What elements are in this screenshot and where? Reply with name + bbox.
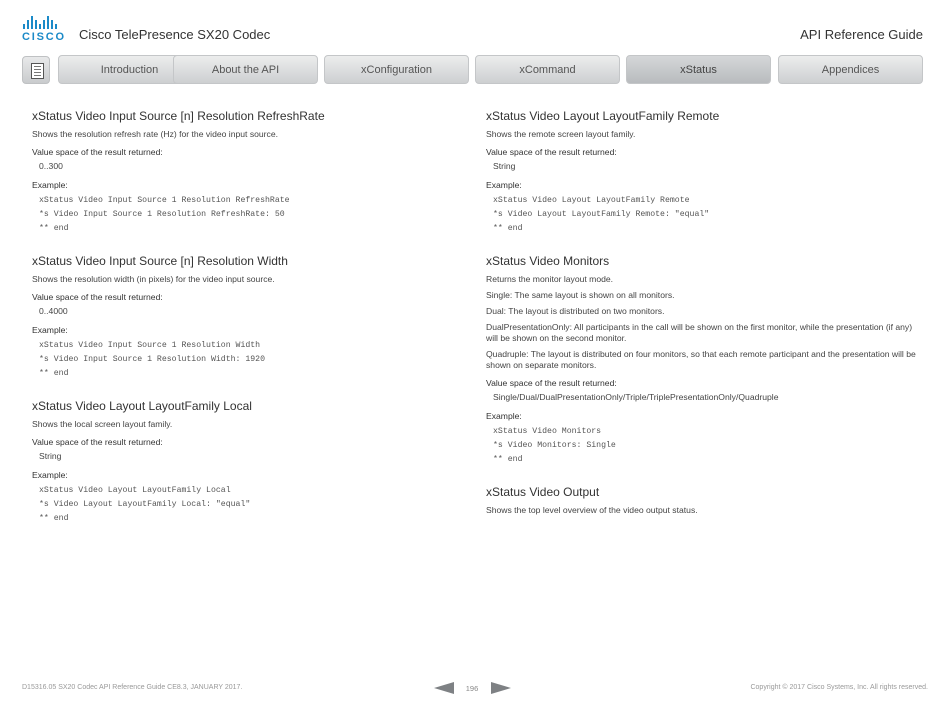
document-id: D15316.05 SX20 Codec API Reference Guide CE8.3, JANUARY 2017.	[22, 684, 243, 691]
guide-title: API Reference Guide	[800, 27, 923, 42]
cisco-logo	[22, 16, 66, 42]
value-space: String	[39, 451, 62, 461]
section-video-output	[486, 485, 916, 516]
right-column	[486, 109, 916, 534]
section-title: xStatus Video Output	[486, 485, 600, 499]
cisco-logo-bars-icon	[22, 16, 66, 29]
value-space-label: Value space of the result returned:	[486, 147, 617, 157]
code-line: ** end	[493, 455, 523, 464]
code-line: xStatus Video Layout LayoutFamily Remote	[493, 196, 690, 205]
code-line: xStatus Video Monitors	[493, 427, 602, 436]
tab-xconfiguration[interactable]: xConfiguration	[324, 55, 469, 84]
example-label: Example:	[32, 470, 68, 480]
top-navigation	[22, 55, 923, 85]
code-line: xStatus Video Input Source 1 Resolution RefreshRate	[39, 196, 290, 205]
next-page-arrow-icon[interactable]	[491, 682, 511, 694]
section-description: Shows the top level overview of the video output status.	[486, 505, 698, 515]
section-description: Shows the remote screen layout family.	[486, 129, 636, 139]
section-title: xStatus Video Layout LayoutFamily Remote	[486, 109, 720, 123]
example-label: Example:	[32, 180, 68, 190]
value-space-label: Value space of the result returned:	[32, 437, 163, 447]
section-paragraph: Single: The same layout is shown on all monitors.	[486, 290, 675, 300]
code-line: ** end	[39, 224, 69, 233]
code-line: *s Video Input Source 1 Resolution RefreshRate: 50	[39, 210, 285, 219]
document-icon	[31, 63, 44, 79]
section-title: xStatus Video Input Source [n] Resolution RefreshRate	[32, 109, 325, 123]
section-layoutfamily-local	[32, 399, 457, 526]
tab-introduction[interactable]: Introduction	[58, 55, 201, 84]
value-space-label: Value space of the result returned:	[486, 378, 617, 388]
code-line: ** end	[493, 224, 523, 233]
copyright: Copyright © 2017 Cisco Systems, Inc. All rights reserved.	[750, 684, 928, 691]
section-video-monitors	[486, 254, 916, 467]
section-description: Shows the resolution refresh rate (Hz) for the video input source.	[32, 129, 278, 139]
example-label: Example:	[486, 180, 522, 190]
value-space-label: Value space of the result returned:	[32, 147, 163, 157]
section-layoutfamily-remote	[486, 109, 916, 236]
left-column	[32, 109, 457, 544]
example-label: Example:	[32, 325, 68, 335]
value-space: 0..4000	[39, 306, 68, 316]
value-space-label: Value space of the result returned:	[32, 292, 163, 302]
code-line: *s Video Layout LayoutFamily Remote: "equal"	[493, 210, 710, 219]
tab-xcommand[interactable]: xCommand	[475, 55, 620, 84]
tab-xstatus[interactable]: xStatus	[626, 55, 771, 84]
cisco-logo-word: CISCO	[22, 31, 66, 43]
table-of-contents-button[interactable]	[22, 56, 50, 84]
section-paragraph: Quadruple: The layout is distributed on four monitors, so that each remote participant and the presentation will be shown on separate monitors.	[486, 349, 916, 370]
section-title: xStatus Video Monitors	[486, 254, 610, 268]
section-title: xStatus Video Input Source [n] Resolution Width	[32, 254, 288, 268]
value-space: Single/Dual/DualPresentationOnly/Triple/TriplePresentationOnly/Quadruple	[493, 392, 779, 402]
value-space: String	[493, 161, 516, 171]
section-paragraph: Dual: The layout is distributed on two monitors.	[486, 306, 665, 316]
previous-page-arrow-icon[interactable]	[434, 682, 454, 694]
section-paragraph: Returns the monitor layout mode.	[486, 274, 614, 284]
code-line: ** end	[39, 514, 69, 523]
code-line: *s Video Layout LayoutFamily Local: "equal"	[39, 500, 251, 509]
product-title: Cisco TelePresence SX20 Codec	[79, 27, 271, 42]
example-label: Example:	[486, 411, 522, 421]
section-description: Shows the resolution width (in pixels) for the video input source.	[32, 274, 275, 284]
section-resolution-refreshrate	[32, 109, 457, 236]
tab-appendices[interactable]: Appendices	[778, 55, 923, 84]
section-description: Shows the local screen layout family.	[32, 419, 173, 429]
section-paragraph: DualPresentationOnly: All participants in the call will be shown on the first monitor, while the presentation (if any) will be shown on the second monitor.	[486, 322, 913, 343]
tab-about-the-api[interactable]: About the API	[173, 55, 318, 84]
value-space: 0..300	[39, 161, 63, 171]
code-line: *s Video Monitors: Single	[493, 441, 616, 450]
section-title: xStatus Video Layout LayoutFamily Local	[32, 399, 252, 413]
section-resolution-width	[32, 254, 457, 381]
code-line: *s Video Input Source 1 Resolution Width: 1920	[39, 355, 266, 364]
page-number: 196	[465, 684, 479, 693]
code-line: xStatus Video Layout LayoutFamily Local	[39, 486, 231, 495]
code-line: ** end	[39, 369, 69, 378]
code-line: xStatus Video Input Source 1 Resolution Width	[39, 341, 261, 350]
